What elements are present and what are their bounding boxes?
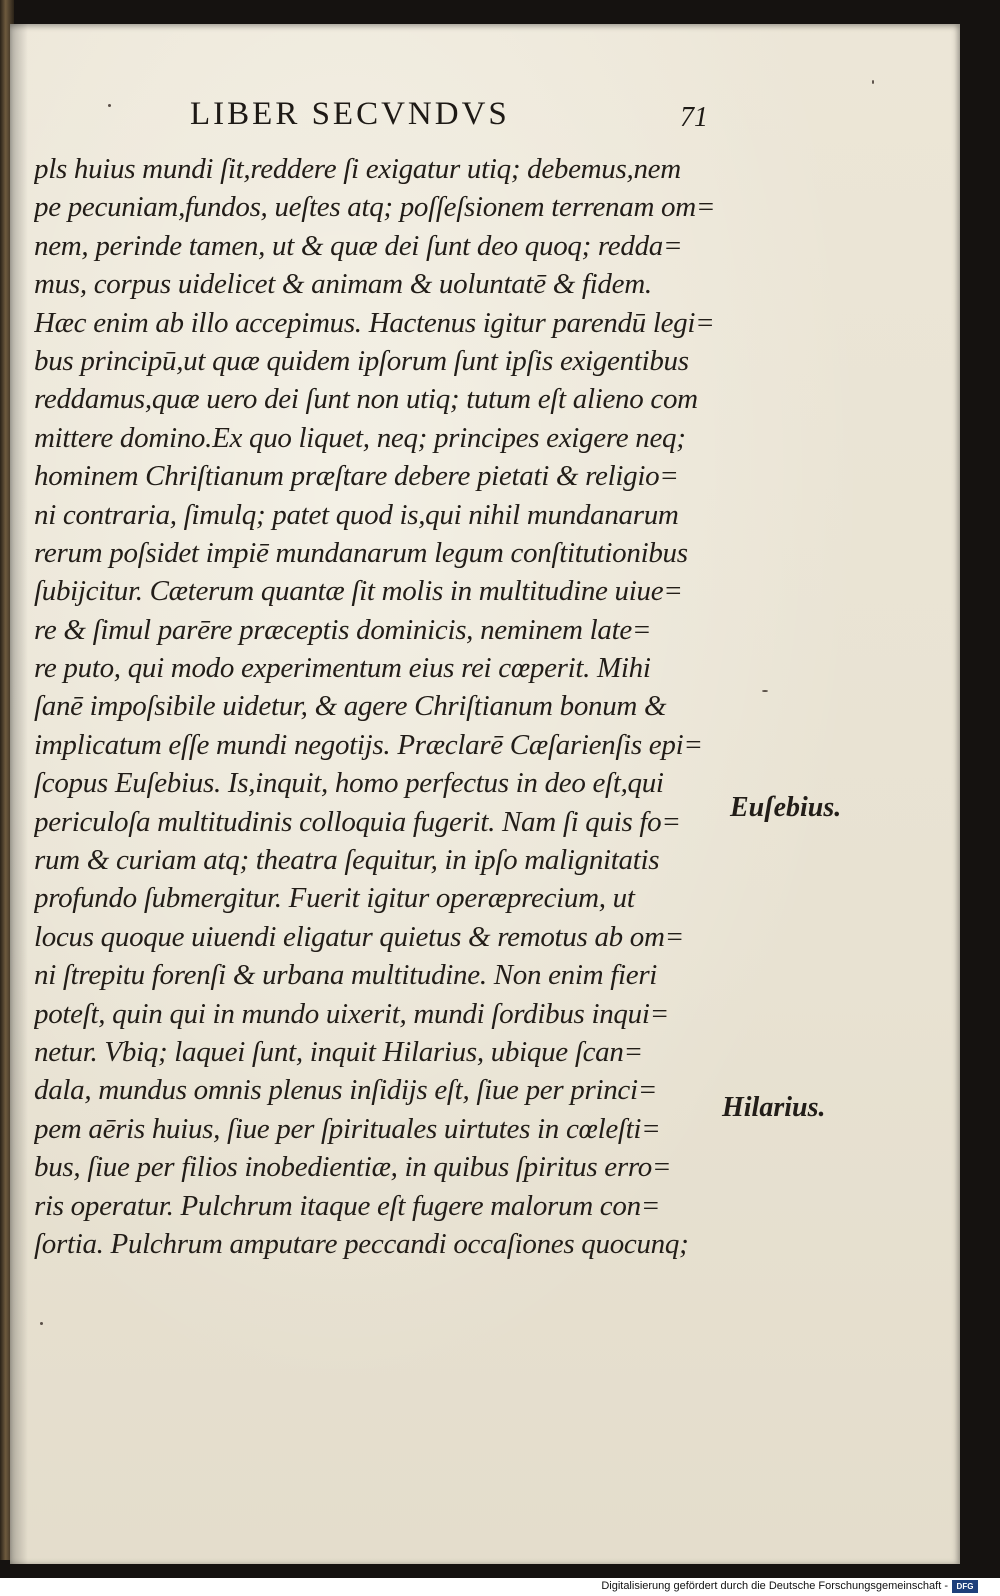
ink-speck (762, 690, 768, 692)
text-line: pls huius mundi ſit,reddere ſi exigatur utiq; debemus,nem (34, 153, 681, 185)
text-line: ſubijcitur. Cæterum quantæ ſit molis in multitudine uiue= (34, 575, 683, 608)
ink-speck (872, 80, 874, 84)
text-line: dala, mundus omnis plenus inſidijs eſt, ſiue per princi= (34, 1074, 658, 1107)
margin-note-hilarius: Hilarius. (722, 1092, 826, 1123)
text-line: periculoſa multitudinis colloquia fugerit. Nam ſi quis fo= (34, 805, 681, 838)
margin-note-eusebius: Euſebius. (730, 792, 842, 823)
text-line: re & ſimul parēre præceptis dominicis, neminem late= (34, 613, 652, 646)
ink-speck (108, 104, 111, 107)
text-line: rerum poſsidet impiē mundanarum legum conſtitutionibus (34, 536, 688, 569)
text-line: ſanē impoſsibile uidetur, & agere Chriſtianum bonum & (34, 690, 667, 723)
text-line: pe pecuniam,fundos, ueſtes atq; poſſeſsionem terrenam om= (34, 191, 716, 224)
text-line: hominem Chriſtianum præſtare debere pietati & religio= (34, 460, 679, 493)
text-line: nem, perinde tamen, ut & quæ dei ſunt deo quoq; redda= (34, 229, 683, 262)
text-line: ſortia. Pulchrum amputare peccandi occaſiones quocunq; (34, 1227, 689, 1260)
text-line: mus, corpus uidelicet & animam & uoluntatē & fidem. (34, 268, 652, 301)
text-line: re puto, qui modo experimentum eius rei cœperit. Mihi (34, 652, 651, 685)
text-line: ris operatur. Pulchrum itaque eſt fugere malorum con= (34, 1189, 661, 1222)
text-line: rum & curiam atq; theatra ſequitur, in ipſo malignitatis (34, 844, 660, 877)
digitization-footer (0, 1578, 1000, 1596)
text-line: locus quoque uiuendi eligatur quietus & remotus ab om= (34, 920, 684, 953)
text-line: ni contraria, ſimulq; patet quod is,qui nihil mundanarum (34, 498, 679, 531)
text-line: mittere domino.Ex quo liquet, neq; principes exigere neq; (34, 421, 686, 454)
text-line: pem aēris huius, ſiue per ſpirituales uirtutes in cœleſti= (34, 1112, 661, 1145)
text-line: bus principū,ut quæ quidem ipſorum ſunt ipſis exigentibus (34, 344, 689, 377)
text-line: reddamus,quæ uero dei ſunt non utiq; tutum eſt alieno com (34, 383, 698, 416)
text-line: netur. Vbiq; laquei ſunt, inquit Hilarius, ubique ſcan= (34, 1035, 643, 1068)
page-number: 71 (680, 102, 708, 133)
dfg-logo: DFG (952, 1580, 978, 1593)
body-text (34, 150, 734, 1263)
page-gutter-shadow (10, 24, 28, 1564)
text-line: ni ſtrepitu forenſi & urbana multitudine. Non enim fieri (34, 959, 658, 992)
text-line: Hæc enim ab illo accepimus. Hactenus igitur parendū legi= (34, 306, 715, 339)
ink-speck (40, 1322, 43, 1325)
text-line: bus, ſiue per filios inobedientiæ, in quibus ſpiritus erro= (34, 1151, 672, 1184)
footer-credit: Digitalisierung gefördert durch die Deutsche Forschungsgemeinschaft - (601, 1580, 948, 1592)
text-line: poteſt, quin qui in mundo uixerit, mundi ſordibus inqui= (34, 997, 669, 1030)
text-line: profundo ſubmergitur. Fuerit igitur operæprecium, ut (34, 882, 635, 915)
text-line: implicatum eſſe mundi negotijs. Præclarē Cæſarienſis epi= (34, 728, 703, 761)
running-head: LIBER SECVNDVS (190, 96, 510, 132)
text-line: ſcopus Euſebius. Is,inquit, homo perfectus in deo eſt,qui (34, 767, 664, 800)
